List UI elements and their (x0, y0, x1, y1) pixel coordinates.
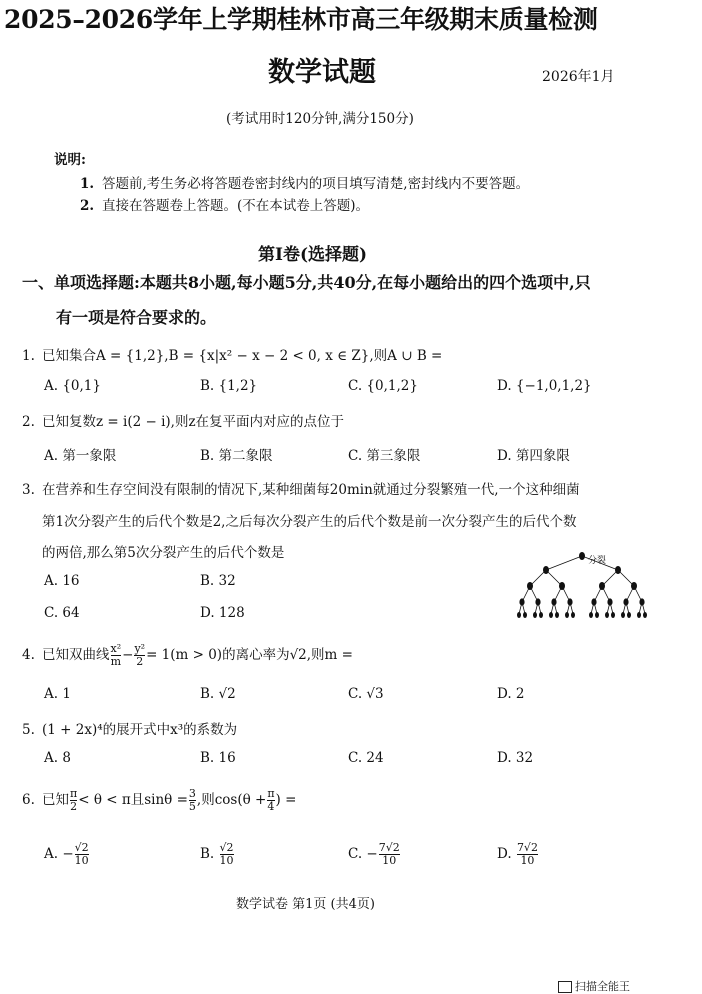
question-stem-post: ) = (275, 792, 297, 808)
option-b: B. {1,2} (200, 378, 258, 394)
note-text: 答题前,考生务必将答题卷密封线内的项目填写清楚,密封线内不要答题。 (102, 176, 530, 192)
question-stem-post: = 1(m > 0)的离心率为√2,则m = (146, 647, 353, 663)
option-c: C. 64 (44, 605, 80, 621)
fraction-numerator: x² (110, 642, 122, 655)
fraction-denominator: 2 (136, 655, 144, 668)
option-b: B. √2 (200, 686, 236, 702)
fraction (220, 842, 234, 867)
option-label: A. − (44, 846, 74, 862)
exam-date: 2026年1月 (542, 69, 615, 85)
question-5 (22, 718, 237, 738)
division-tree-diagram (516, 548, 648, 620)
option-b: B. 32 (200, 573, 236, 589)
page-footer: 数学试卷 第1页 (共4页) (236, 897, 375, 912)
fraction-numerator: 7√2 (378, 841, 400, 854)
watermark-text: 扫描全能王 (575, 980, 630, 993)
fraction-denominator: 10 (74, 854, 89, 867)
section-heading-cont: 有一项是符合要求的。 (56, 308, 217, 327)
option-b: B. 第二象限 (200, 448, 273, 464)
qr-code-icon (558, 981, 572, 993)
option-b: B. 16 (200, 750, 236, 766)
question-stem-line: 第1次分裂产生的后代个数是2,之后每次分裂产生的后代个数是前一次分裂产生的后代个数 (42, 514, 577, 530)
fraction-denominator: 10 (219, 854, 234, 867)
fraction (70, 788, 77, 813)
note-item (80, 194, 369, 214)
option-c: C. 第三象限 (348, 448, 421, 464)
option-a: A. 1 (44, 686, 71, 702)
question-stem: 已知复数z = i(2 − i),则z在复平面内对应的点位于 (42, 414, 345, 430)
fraction (517, 842, 538, 867)
question-stem-line: 在营养和生存空间没有限制的情况下,某种细菌每20min就通过分裂繁殖一代,一个这种细菌 (42, 482, 580, 498)
fraction-denominator: 10 (379, 854, 400, 867)
fraction (134, 643, 145, 668)
question-1 (22, 344, 442, 364)
question-stem-mid: < θ < π且sinθ = (78, 792, 188, 808)
question-number: 5. (22, 722, 35, 738)
fraction (111, 643, 122, 668)
option-c (348, 842, 401, 867)
minus-sign: − (122, 647, 134, 663)
question-number: 6. (22, 792, 35, 808)
fraction-denominator: 2 (70, 800, 78, 813)
section-heading: 一、单项选择题:本题共8小题,每小题5分,共40分,在每小题给出的四个选项中,只 (22, 273, 591, 292)
exam-subtitle: 数学试题 (268, 57, 376, 88)
question-number: 2. (22, 414, 35, 430)
option-d: D. 32 (497, 750, 534, 766)
option-c: C. √3 (348, 686, 384, 702)
option-c: C. 24 (348, 750, 384, 766)
question-2 (22, 410, 344, 430)
note-number: 1. (80, 176, 95, 192)
question-stem-pre: 已知双曲线 (42, 647, 110, 663)
fraction-numerator: π (267, 787, 275, 800)
fraction-denominator: 5 (188, 800, 196, 813)
note-item (80, 172, 529, 192)
option-label: B. (200, 846, 215, 862)
option-a: A. {0,1} (44, 378, 101, 394)
fraction-numerator: √2 (219, 841, 234, 854)
fraction-numerator: √2 (74, 841, 89, 854)
fraction-numerator: 7√2 (516, 841, 538, 854)
note-text: 直接在答题卷上答题。(不在本试卷上答题)。 (102, 198, 370, 214)
fraction (189, 788, 196, 813)
question-stem-pre: 已知 (42, 792, 69, 808)
fraction-denominator: m (110, 655, 122, 668)
part-heading: 第Ⅰ卷(选择题) (258, 245, 368, 265)
scanner-watermark (558, 978, 630, 994)
exam-title: 2025–2026学年上学期桂林市高三年级期末质量检测 (4, 5, 598, 34)
option-a: A. 第一象限 (44, 448, 117, 464)
fraction-denominator: 4 (267, 800, 275, 813)
bacteria-division-figure (516, 548, 648, 624)
note-number: 2. (80, 198, 95, 214)
fraction (267, 788, 274, 813)
fraction-denominator: 10 (517, 854, 538, 867)
question-stem-line: 的两倍,那么第5次分裂产生的后代个数是 (42, 545, 285, 561)
option-c: C. {0,1,2} (348, 378, 418, 394)
fraction-numerator: 3 (188, 787, 196, 800)
question-stem: (1 + 2x)⁴的展开式中x³的系数为 (42, 722, 238, 738)
option-d: D. 2 (497, 686, 525, 702)
option-d: D. 128 (200, 605, 245, 621)
question-6 (22, 788, 296, 813)
fraction (379, 842, 400, 867)
question-stem: 已知集合A = {1,2},B = {x|x² − x − 2 < 0, x ∈ Z},则A ∪ B = (42, 348, 443, 364)
question-3 (22, 478, 580, 498)
option-a: A. 16 (44, 573, 80, 589)
division-label: 分裂 (588, 556, 607, 566)
option-label: D. (497, 846, 512, 862)
option-a: A. 8 (44, 750, 71, 766)
option-d: D. 第四象限 (497, 448, 570, 464)
option-d (497, 842, 539, 867)
fraction-numerator: π (70, 787, 78, 800)
option-a (44, 842, 90, 867)
option-d: D. {−1,0,1,2} (497, 378, 592, 394)
question-4 (22, 643, 353, 668)
option-label: C. − (348, 846, 378, 862)
question-stem-mid2: ,则cos(θ + (196, 792, 267, 808)
question-number: 4. (22, 647, 35, 663)
notes-heading: 说明: (54, 152, 86, 168)
question-number: 1. (22, 348, 35, 364)
option-b (200, 842, 235, 867)
question-number: 3. (22, 482, 35, 498)
fraction (75, 842, 89, 867)
fraction-numerator: y² (134, 642, 146, 655)
exam-time-info: (考试用时120分钟,满分150分) (226, 111, 414, 127)
